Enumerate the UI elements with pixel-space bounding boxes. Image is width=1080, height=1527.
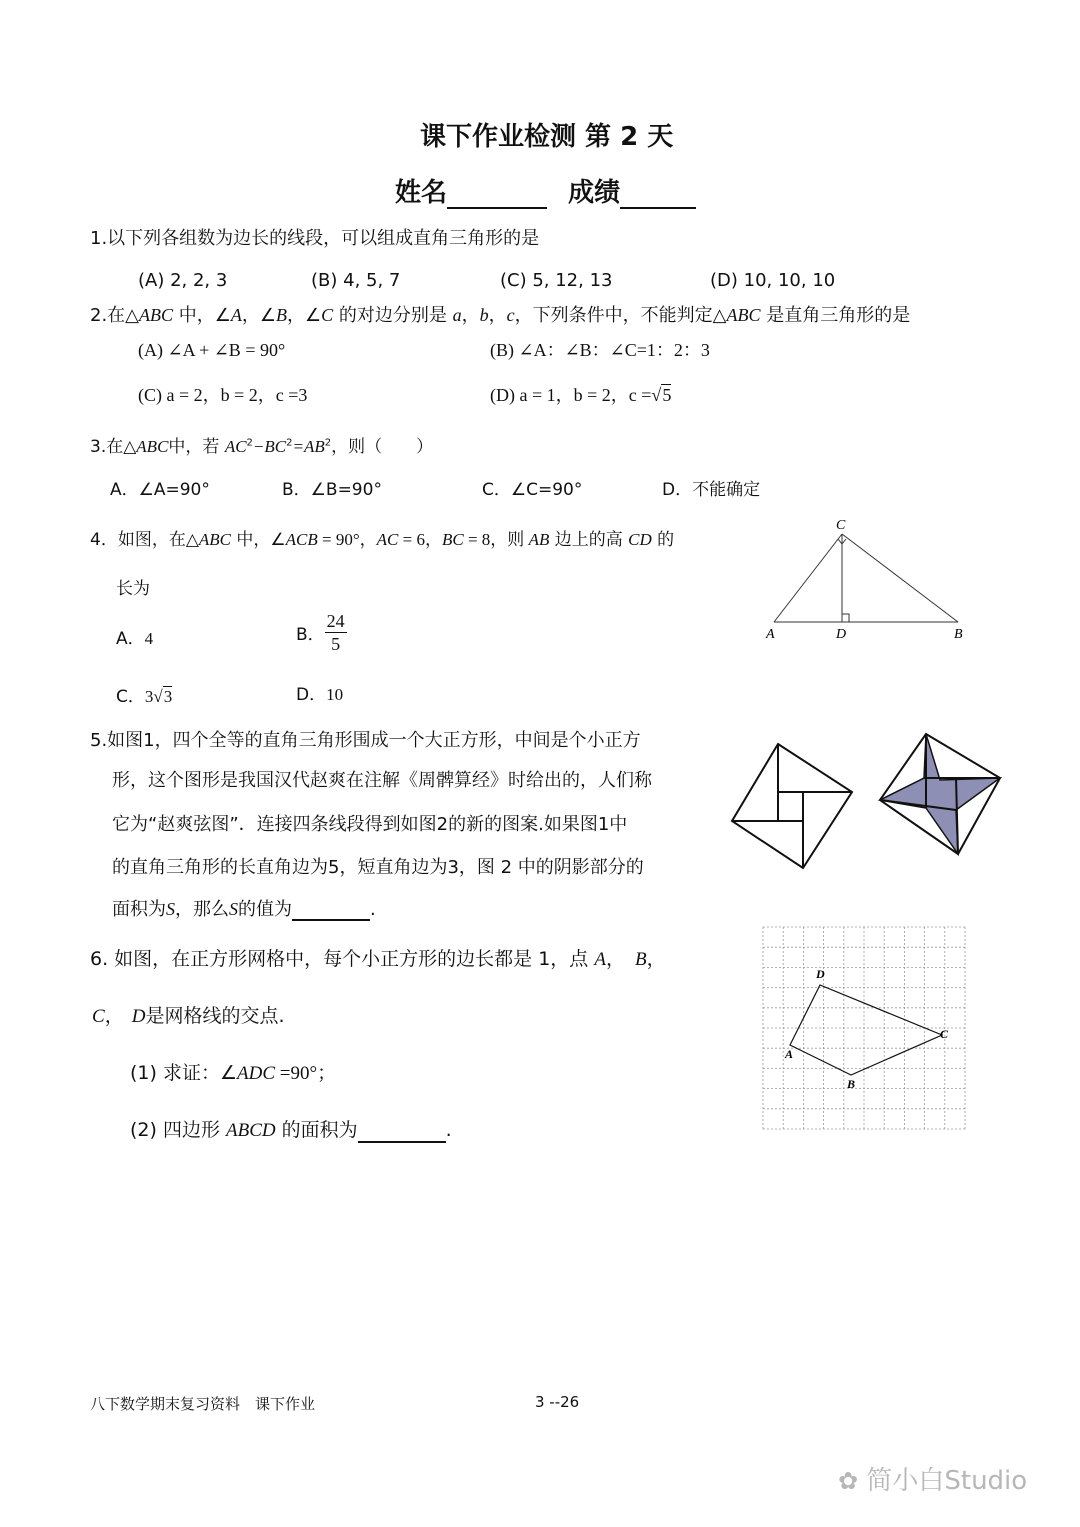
q6-line2: C， D是网格线的交点. [92,1005,285,1027]
label-b: B [954,627,963,642]
label-c: C [836,518,846,533]
q2-option-b[interactable]: (B) ∠A：∠B：∠C=1：2：3 [490,340,710,360]
page-title: 课下作业检测 第 2 天 [420,122,674,152]
q5-figure-2 [876,732,1004,860]
inner-square [778,792,803,821]
q1-option-b[interactable]: (B) 4, 5, 7 [311,270,401,291]
label-b: B [847,1077,856,1091]
watermark: ✿ 简小白Studio [838,1466,1028,1496]
outer-square [732,744,852,868]
label-d: D [836,627,847,642]
wechat-icon: ✿ [838,1467,859,1495]
q1-option-c[interactable]: (C) 5, 12, 13 [500,270,613,291]
footer-left: 八下数学期末复习资料 课下作业 [90,1395,316,1413]
q1-option-a[interactable]: (A) 2, 2, 3 [138,270,228,291]
label-d: D [816,967,825,981]
q5-figure-1 [728,740,856,872]
q6-line1: 6. 如图，在正方形网格中，每个小正方形的边长都是 1，点 A， B， [90,948,666,970]
label-a: A [785,1047,794,1061]
q5-line5: 面积为S，那么S的值为 . [112,899,376,920]
q5-answer-blank[interactable] [292,901,370,921]
q4-option-d[interactable]: D．10 [296,685,344,705]
label-a: A [766,627,775,642]
q2-option-c[interactable]: (C) a = 2，b = 2，c =3 [138,385,308,405]
q1-stem: 1.以下列各组数为边长的线段，可以组成直角三角形的是 [90,228,540,249]
q3-option-a[interactable]: A．∠A=90° [110,480,210,500]
label-c: C [940,1027,949,1041]
q1-option-d[interactable]: (D) 10, 10, 10 [710,270,836,291]
q6-answer-blank[interactable] [358,1123,446,1143]
q3-stem: 3.在△ABC中，若 $AC^2-BC^2=AB^2$，则（ ） [90,437,434,457]
q3-option-b[interactable]: B．∠B=90° [282,480,382,500]
q6-sub2: (2) 四边形 ABCD 的面积为 . [130,1119,452,1141]
q5-line3: 它为“赵爽弦图”．连接四条线段得到如图2的新的图案.如果图1中 [112,814,628,835]
q4-stem: 4．如图，在△ABC 中，∠ACB = 90°，AC = 6，BC = 8，则 AB 边上的高 CD 的 [90,530,675,550]
grid-lines [763,927,965,1129]
side-cb [842,534,958,622]
q4-option-c[interactable]: C．3√3 [116,687,173,707]
fraction: $\frac{24}{5}$ [326,611,345,654]
q4-option-a[interactable]: A．4 [116,629,154,649]
q5-line4: 的直角三角形的长直角边为5，短直角边为3，图 2 中的阴影部分的 [112,857,644,878]
q5-line2: 形，这个图形是我国汉代赵爽在注解《周髀算经》时给出的，人们称 [112,770,652,791]
q6-grid-figure [760,924,974,1138]
name-score-line [395,172,696,209]
q3-option-d[interactable]: D．不能确定 [662,480,761,500]
q5-line1: 5.如图1，四个全等的直角三角形围成一个大正方形，中间是个小正方 [90,730,641,751]
q4-stem-line2: 长为 [116,579,150,599]
quadrilateral-abcd [790,985,942,1075]
q2-option-a[interactable]: (A) ∠A + ∠B = 90° [138,340,286,360]
page-number: 3 --26 [535,1393,580,1411]
q4-option-b[interactable]: B． $\frac{24}{5}$ [296,611,345,654]
name-label: 姓名 [395,178,448,208]
q6-sub1: (1) 求证：∠ADC =90°； [130,1062,337,1084]
q2-stem: 2.在△ABC 中，∠A，∠B，∠C 的对边分别是 a，b，c，下列条件中，不能判定△ABC 是直角三角形的是 [90,305,911,326]
score-blank[interactable] [620,185,696,209]
q2-option-d[interactable]: (D) a = 1，b = 2，c =√5 [490,385,672,405]
shaded-region [880,734,1000,854]
q4-triangle-figure [760,512,980,647]
right-angle-mark-d [842,614,849,622]
name-blank[interactable] [447,185,547,209]
q3-option-c[interactable]: C．∠C=90° [482,480,583,500]
side-ca [774,534,842,622]
score-label: 成绩 [568,178,621,208]
